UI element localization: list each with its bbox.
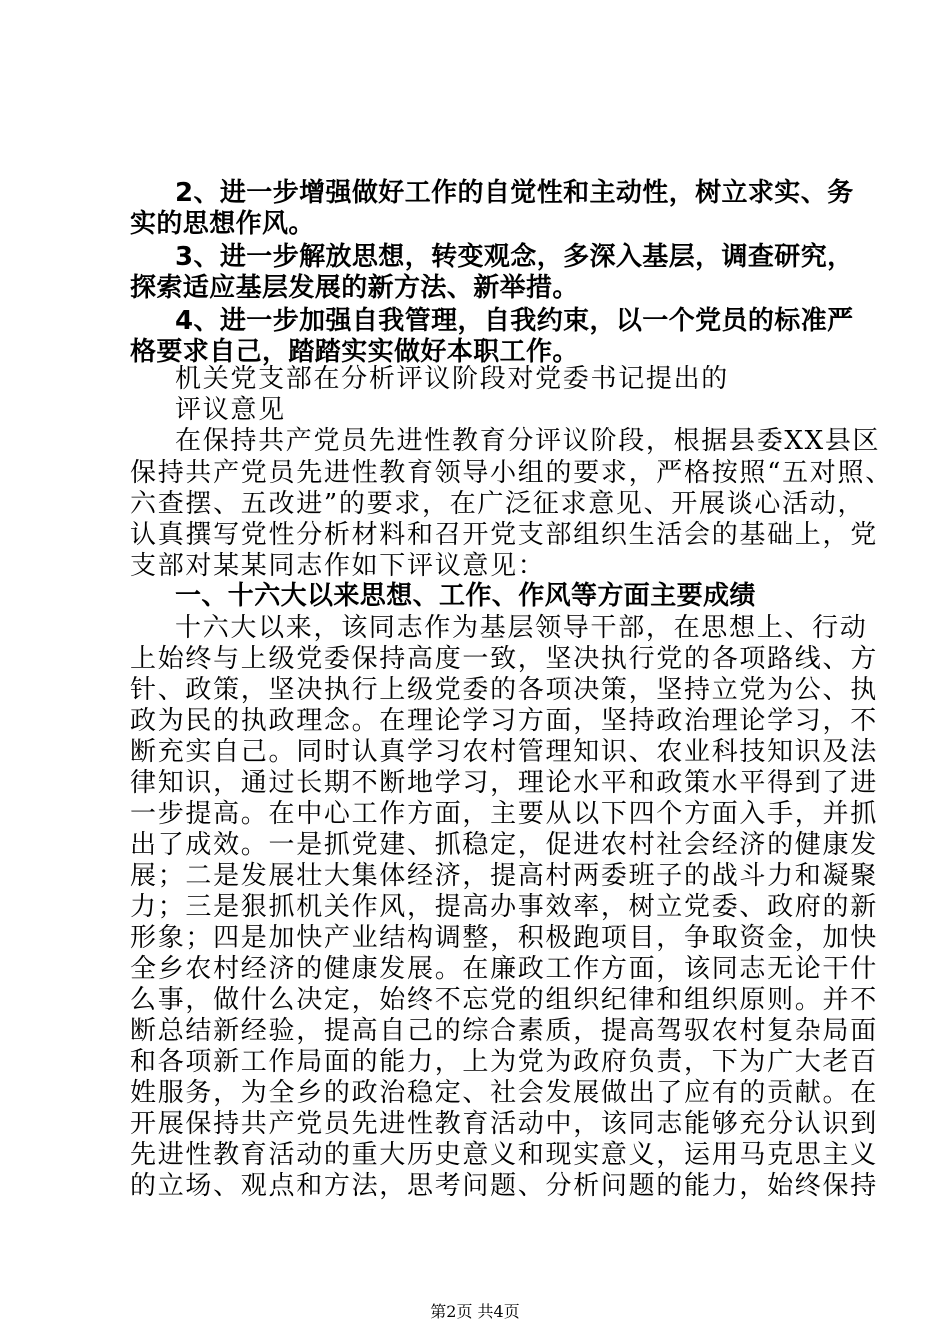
paragraph-line: 先进性教育活动的重大历史意义和现实意义，运用马克思主义 bbox=[130, 1140, 878, 1170]
paragraph-line: 律知识，通过长期不断地学习，理论水平和政策水平得到了进 bbox=[130, 768, 878, 798]
paragraph-line: 形象；四是加快产业结构调整，积极跑项目，争取资金，加快 bbox=[130, 923, 878, 953]
paragraph-line: 2、进一步增强做好工作的自觉性和主动性，树立求实、务 bbox=[175, 178, 854, 208]
paragraph-line: 上始终与上级党委保持高度一致，坚决执行党的各项路线、方 bbox=[130, 644, 878, 674]
paragraph-line: 断总结新经验，提高自己的综合素质，提高驾驭农村复杂局面 bbox=[130, 1016, 878, 1046]
paragraph-line: 探索适应基层发展的新方法、新举措。 bbox=[130, 273, 579, 303]
paragraph-line: 十六大以来，该同志作为基层领导干部，在思想上、行动 bbox=[175, 613, 868, 643]
paragraph-line: 支部对某某同志作如下评议意见： bbox=[130, 551, 546, 581]
paragraph-line: 断充实自己。同时认真学习农村管理知识、农业科技知识及法 bbox=[130, 737, 878, 767]
paragraph-line: 姓服务，为全乡的政治稳定、社会发展做出了应有的贡献。在 bbox=[130, 1078, 878, 1108]
paragraph-line: 3、进一步解放思想，转变观念，多深入基层，调查研究， bbox=[175, 242, 854, 272]
paragraph-line: 针、政策，坚决执行上级党委的各项决策，坚持立党为公、执 bbox=[130, 675, 878, 705]
paragraph-line: 一步提高。在中心工作方面，主要从以下四个方面入手，并抓 bbox=[130, 799, 878, 829]
paragraph-line: 实的思想作风。 bbox=[130, 209, 315, 239]
section-heading: 一、十六大以来思想、工作、作风等方面主要成绩 bbox=[175, 581, 756, 611]
paragraph-line: 全乡农村经济的健康发展。在廉政工作方面，该同志无论干什 bbox=[130, 954, 878, 984]
paragraph-line: 和各项新工作局面的能力，上为党为政府负责，下为广大老百 bbox=[130, 1047, 878, 1077]
paragraph-line: 格要求自己，踏踏实实做好本职工作。 bbox=[130, 337, 579, 367]
page-number: 第2页 共4页 bbox=[430, 1302, 520, 1321]
paragraph-line: 认真撰写党性分析材料和召开党支部组织生活会的基础上，党 bbox=[130, 520, 878, 550]
paragraph-line: 开展保持共产党员先进性教育活动中，该同志能够充分认识到 bbox=[130, 1109, 878, 1139]
paragraph-line: 六查摆、五改进”的要求，在广泛征求意见、开展谈心活动， bbox=[130, 489, 866, 519]
paragraph-line: 4、进一步加强自我管理，自我约束，以一个党员的标准严 bbox=[175, 306, 854, 336]
section-title-line: 评议意见 bbox=[175, 395, 286, 425]
paragraph-line: 力；三是狠抓机关作风，提高办事效率，树立党委、政府的新 bbox=[130, 892, 878, 922]
paragraph-line: 么事，做什么决定，始终不忘党的组织纪律和组织原则。并不 bbox=[130, 985, 878, 1015]
section-title-line: 机关党支部在分析评议阶段对党委书记提出的 bbox=[175, 364, 730, 394]
paragraph-line: 保持共产党员先进性教育领导小组的要求，严格按照“五对照、 bbox=[130, 458, 893, 488]
paragraph-line: 政为民的执政理念。在理论学习方面，坚持政治理论学习，不 bbox=[130, 706, 878, 736]
paragraph-line: 展；二是发展壮大集体经济，提高村两委班子的战斗力和凝聚 bbox=[130, 861, 878, 891]
paragraph-line: 在保持共产党员先进性教育分评议阶段，根据县委XX县区 bbox=[175, 426, 881, 456]
paragraph-line: 出了成效。一是抓党建、抓稳定，促进农村社会经济的健康发 bbox=[130, 830, 878, 860]
paragraph-line: 的立场、观点和方法，思考问题、分析问题的能力，始终保持 bbox=[130, 1171, 878, 1201]
